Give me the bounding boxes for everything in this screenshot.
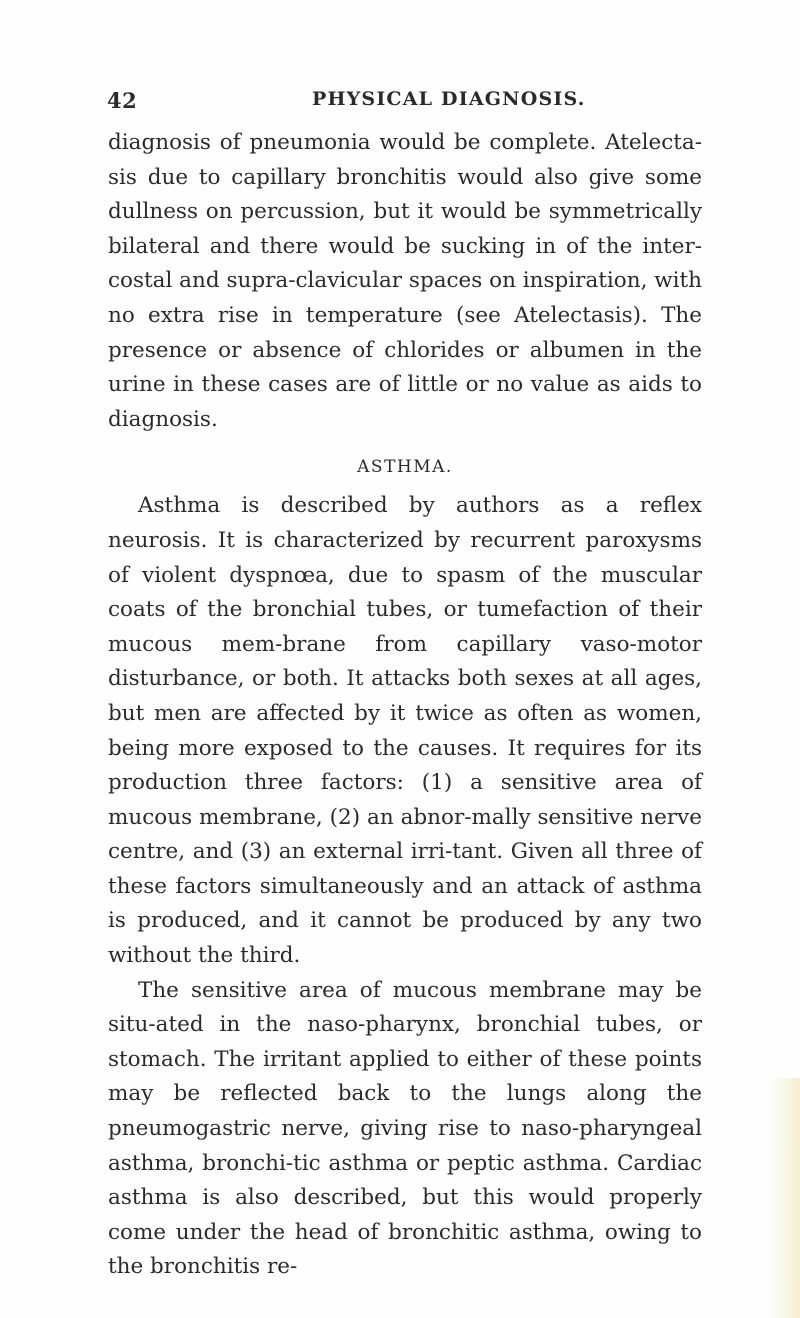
page-number: 42 [107,88,138,113]
page-stain [770,1078,800,1318]
running-head [0,88,800,116]
running-title: PHYSICAL DIAGNOSIS. [312,88,586,110]
paragraph-asthma-definition: Asthma is described by authors as a reflex neurosis. It is characterized by recurrent paroxysms of violent dyspnœa, due to spasm of the muscular coats of the bronchial tubes, or tumefaction of their mucous mem-brane from capillary vaso-motor disturbance, or both. It attacks both sexes at all ages, but men are affected by it twice as often as women, being more exposed to the causes. It requires for its production three factors: (1) a sensitive area of mucous membrane, (2) an abnor-mally sensitive nerve centre, and (3) an external irri-tant. Given all three of these factors simultaneously and an attack of asthma is produced, and it cannot be produced by any two without the third. [108,493,702,969]
paragraph-asthma-types: The sensitive area of mucous membrane may be situ-ated in the naso-pharynx, bronchial tubes, or stomach. The irritant applied to either of these points may be reflected back to the lungs along the pneumogastric nerve, giving rise to naso-pharyngeal asthma, bronchi-tic asthma or peptic asthma. Cardiac asthma is also described, but this would properly come under the head of bronchitic asthma, owing to the bronchitis re- [108,977,702,1280]
section-heading: ASTHMA. [357,457,453,478]
paragraph-continuation: diagnosis of pneumonia would be complete. Atelecta-sis due to capillary bronchitis would also give some dullness on percussion, but it would be symmetrically bilateral and there would be sucking in of the inter-costal and supra-clavicular spaces on inspiration, with no extra rise in temperature (see Atelectasis). The presence or absence of chlorides or albumen in the urine in these cases are of little or no value as aids to diagnosis. [108,130,703,432]
body-text [108,126,702,1285]
